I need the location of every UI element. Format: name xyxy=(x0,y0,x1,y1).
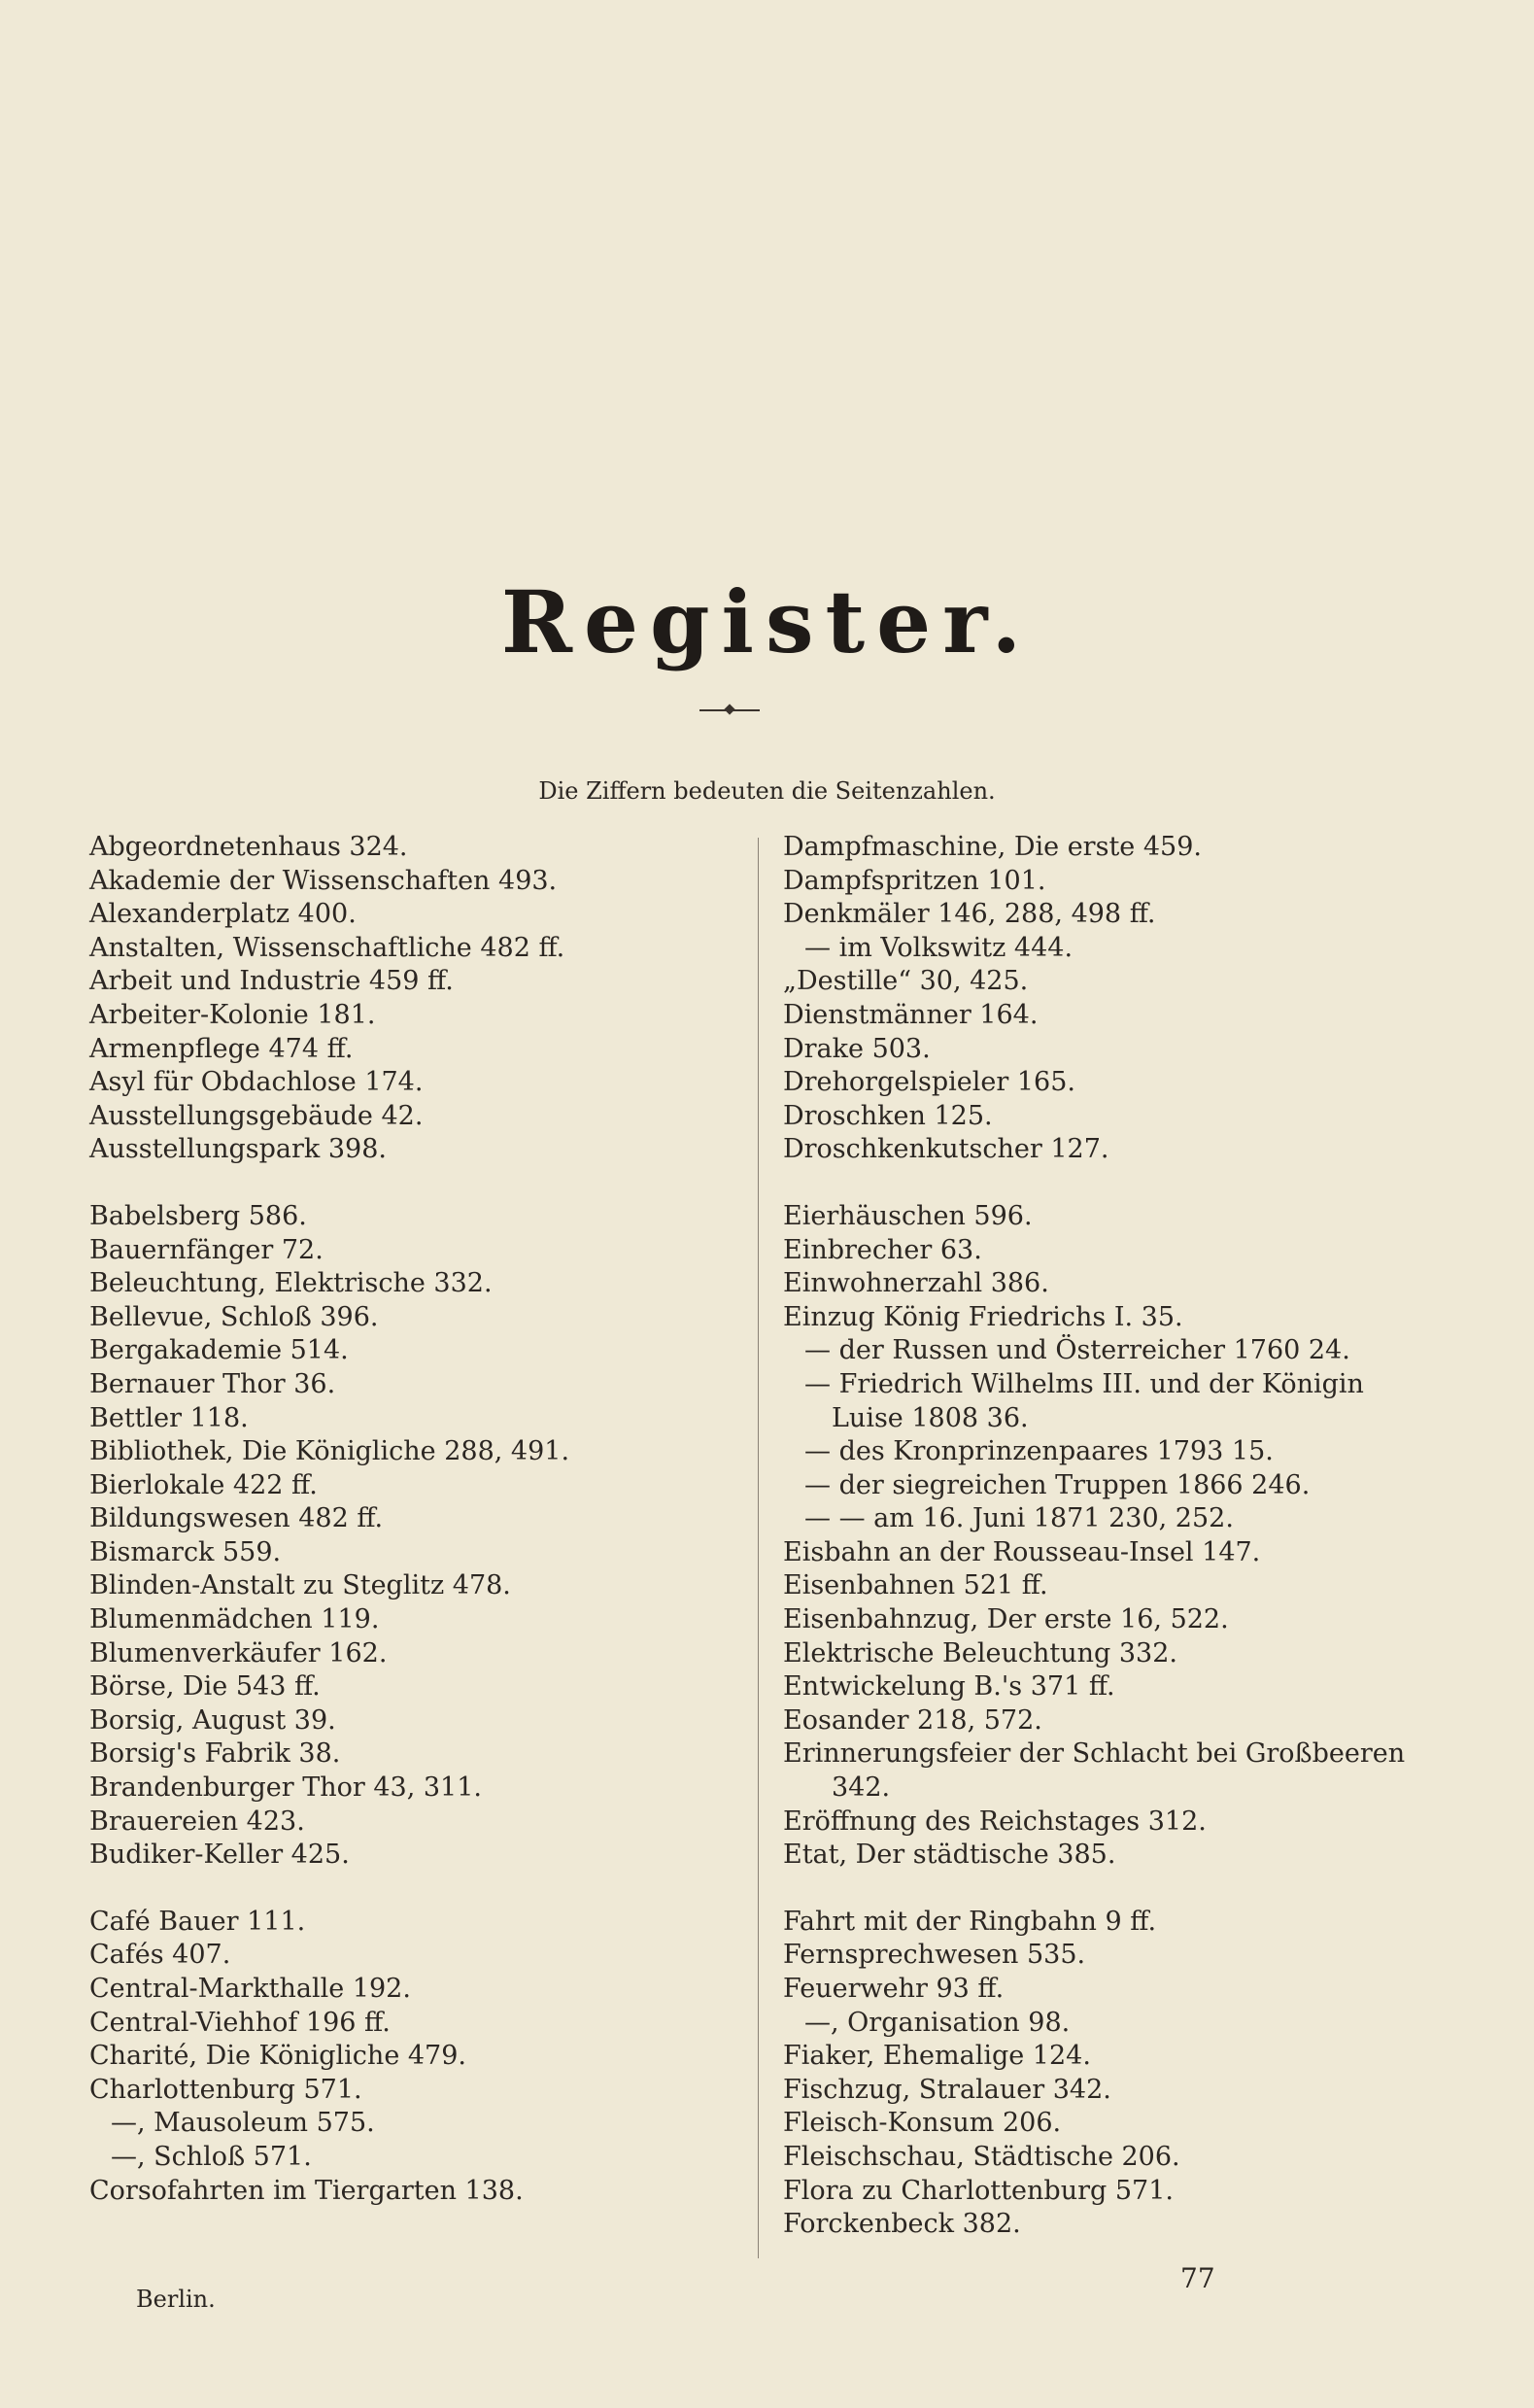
index-group xyxy=(783,831,1463,1167)
index-entry: Einzug König Friedrichs I. 35. xyxy=(783,1301,1183,1332)
index-group xyxy=(89,1200,750,1873)
index-entry: Elektrische Beleuchtung 332. xyxy=(783,1637,1177,1668)
index-entry: Beleuchtung, Elektrische 332. xyxy=(89,1268,493,1299)
index-entry: Börse, Die 543 ff. xyxy=(89,1671,321,1703)
index-group xyxy=(89,1906,750,2208)
index-entry: Borsig, August 39. xyxy=(89,1704,336,1736)
index-column-right xyxy=(783,831,1463,2275)
index-entry: Drehorgelspieler 165. xyxy=(783,1067,1075,1098)
index-group xyxy=(89,831,750,1167)
index-entry: Denkmäler 146, 288, 498 ff. xyxy=(783,899,1156,930)
index-entry: —, Organisation 98. xyxy=(804,2007,1071,2038)
index-entry: Brauereien 423. xyxy=(89,1806,305,1837)
index-entry: Corsofahrten im Tiergarten 138. xyxy=(89,2175,524,2206)
index-entry: Drake 503. xyxy=(783,1033,931,1064)
index-entry: Eosander 218, 572. xyxy=(783,1704,1042,1736)
index-entry: Eisenbahnzug, Der erste 16, 522. xyxy=(783,1604,1229,1635)
index-entry: Alexanderplatz 400. xyxy=(89,899,357,930)
index-entry: Dampfspritzen 101. xyxy=(783,865,1046,896)
index-entry: Forckenbeck 382. xyxy=(783,2209,1021,2240)
index-entry: Akademie der Wissenschaften 493. xyxy=(89,865,558,896)
index-entry: — des Kronprinzenpaares 1793 15. xyxy=(804,1436,1274,1467)
index-entry: — im Volkswitz 444. xyxy=(804,932,1074,963)
index-entry: Fahrt mit der Ringbahn 9 ff. xyxy=(783,1906,1157,1937)
index-entry: Einbrecher 63. xyxy=(783,1234,982,1265)
index-entry: Einwohnerzahl 386. xyxy=(783,1268,1049,1299)
index-entry: —, Mausoleum 575. xyxy=(111,2108,375,2139)
index-entry: Abgeordnetenhaus 324. xyxy=(89,832,408,862)
index-entry: Arbeiter-Kolonie 181. xyxy=(89,999,376,1030)
ornament-divider xyxy=(699,709,760,711)
index-entry: Bettler 118. xyxy=(89,1402,249,1433)
index-entry: Babelsberg 586. xyxy=(89,1200,307,1231)
index-entry: —, Schloß 571. xyxy=(111,2141,312,2172)
index-entry: Café Bauer 111. xyxy=(89,1906,306,1937)
index-entry: Bierlokale 422 ff. xyxy=(89,1469,318,1500)
index-entry: „Destille“ 30, 425. xyxy=(783,966,1029,997)
index-column-left xyxy=(89,831,750,2241)
index-entry: Borsig's Fabrik 38. xyxy=(89,1738,341,1770)
index-entry: Eröffnung des Reichstages 312. xyxy=(783,1806,1207,1837)
index-entry: — der siegreichen Truppen 1866 246. xyxy=(804,1469,1311,1500)
index-entry: Blinden-Anstalt zu Steglitz 478. xyxy=(89,1570,511,1601)
index-entry: Feuerwehr 93 ff. xyxy=(783,1974,1005,2004)
page-number: 77 xyxy=(1180,2262,1215,2294)
index-entry: Bellevue, Schloß 396. xyxy=(89,1301,379,1332)
index-entry: Dampfmaschine, Die erste 459. xyxy=(783,832,1202,862)
index-group xyxy=(783,1906,1463,2242)
index-entry: Eisbahn an der Rousseau-Insel 147. xyxy=(783,1536,1261,1567)
index-entry: Anstalten, Wissenschaftliche 482 ff. xyxy=(89,932,565,963)
page-title: Register. xyxy=(500,571,1034,672)
index-entry: Bildungswesen 482 ff. xyxy=(89,1503,384,1534)
index-entry: Eierhäuschen 596. xyxy=(783,1200,1033,1231)
index-entry: Armenpflege 474 ff. xyxy=(89,1033,354,1064)
index-entry: Blumenmädchen 119. xyxy=(89,1604,380,1635)
index-entry: Ausstellungsgebäude 42. xyxy=(89,1100,424,1131)
index-entry: Eisenbahnen 521 ff. xyxy=(783,1570,1048,1601)
index-entry: Asyl für Obdachlose 174. xyxy=(89,1067,424,1098)
index-entry: — Friedrich Wilhelms III. und der Königin xyxy=(804,1368,1364,1399)
index-entry: Droschkenkutscher 127. xyxy=(783,1134,1109,1165)
index-entry: Dienstmänner 164. xyxy=(783,999,1039,1030)
index-entry: Charité, Die Königliche 479. xyxy=(89,2041,466,2072)
index-entry: Bergakademie 514. xyxy=(89,1335,349,1366)
index-entry: Arbeit und Industrie 459 ff. xyxy=(89,966,454,997)
index-entry: Cafés 407. xyxy=(89,1940,231,1971)
index-entry: Droschken 125. xyxy=(783,1100,993,1131)
index-group xyxy=(783,1200,1463,1873)
index-entry: Central-Viehhof 196 ff. xyxy=(89,2007,391,2038)
index-entry: Luise 1808 36. xyxy=(832,1402,1029,1433)
index-entry: Bismarck 559. xyxy=(89,1536,282,1567)
index-entry: Entwickelung B.'s 371 ff. xyxy=(783,1671,1115,1703)
index-entry: Charlottenburg 571. xyxy=(89,2074,362,2105)
index-entry: Bauernfänger 72. xyxy=(89,1234,324,1265)
index-entry: Ausstellungspark 398. xyxy=(89,1134,387,1165)
index-entry: 342. xyxy=(832,1772,891,1804)
index-entry: Etat, Der städtische 385. xyxy=(783,1840,1116,1871)
column-divider xyxy=(758,838,759,2258)
index-entry: Brandenburger Thor 43, 311. xyxy=(89,1772,482,1804)
index-entry: Fleisch-Konsum 206. xyxy=(783,2108,1062,2139)
index-entry: Bernauer Thor 36. xyxy=(89,1368,336,1399)
signature-mark: Berlin. xyxy=(136,2286,216,2313)
index-entry: Blumenverkäufer 162. xyxy=(89,1637,388,1668)
index-entry: Flora zu Charlottenburg 571. xyxy=(783,2175,1174,2206)
index-entry: — der Russen und Österreicher 1760 24. xyxy=(804,1335,1350,1366)
index-entry: Bibliothek, Die Königliche 288, 491. xyxy=(89,1436,570,1467)
index-entry: Fiaker, Ehemalige 124. xyxy=(783,2041,1091,2072)
index-entry: Fernsprechwesen 535. xyxy=(783,1940,1086,1971)
index-entry: Central-Markthalle 192. xyxy=(89,1974,411,2004)
index-entry: — — am 16. Juni 1871 230, 252. xyxy=(804,1503,1234,1534)
index-entry: Fischzug, Stralauer 342. xyxy=(783,2074,1111,2105)
index-entry: Budiker-Keller 425. xyxy=(89,1840,350,1871)
index-entry: Erinnerungsfeier der Schlacht bei Großbeeren xyxy=(783,1738,1406,1770)
page-subtitle: Die Ziffern bedeuten die Seitenzahlen. xyxy=(538,777,996,805)
index-entry: Fleischschau, Städtische 206. xyxy=(783,2141,1180,2172)
